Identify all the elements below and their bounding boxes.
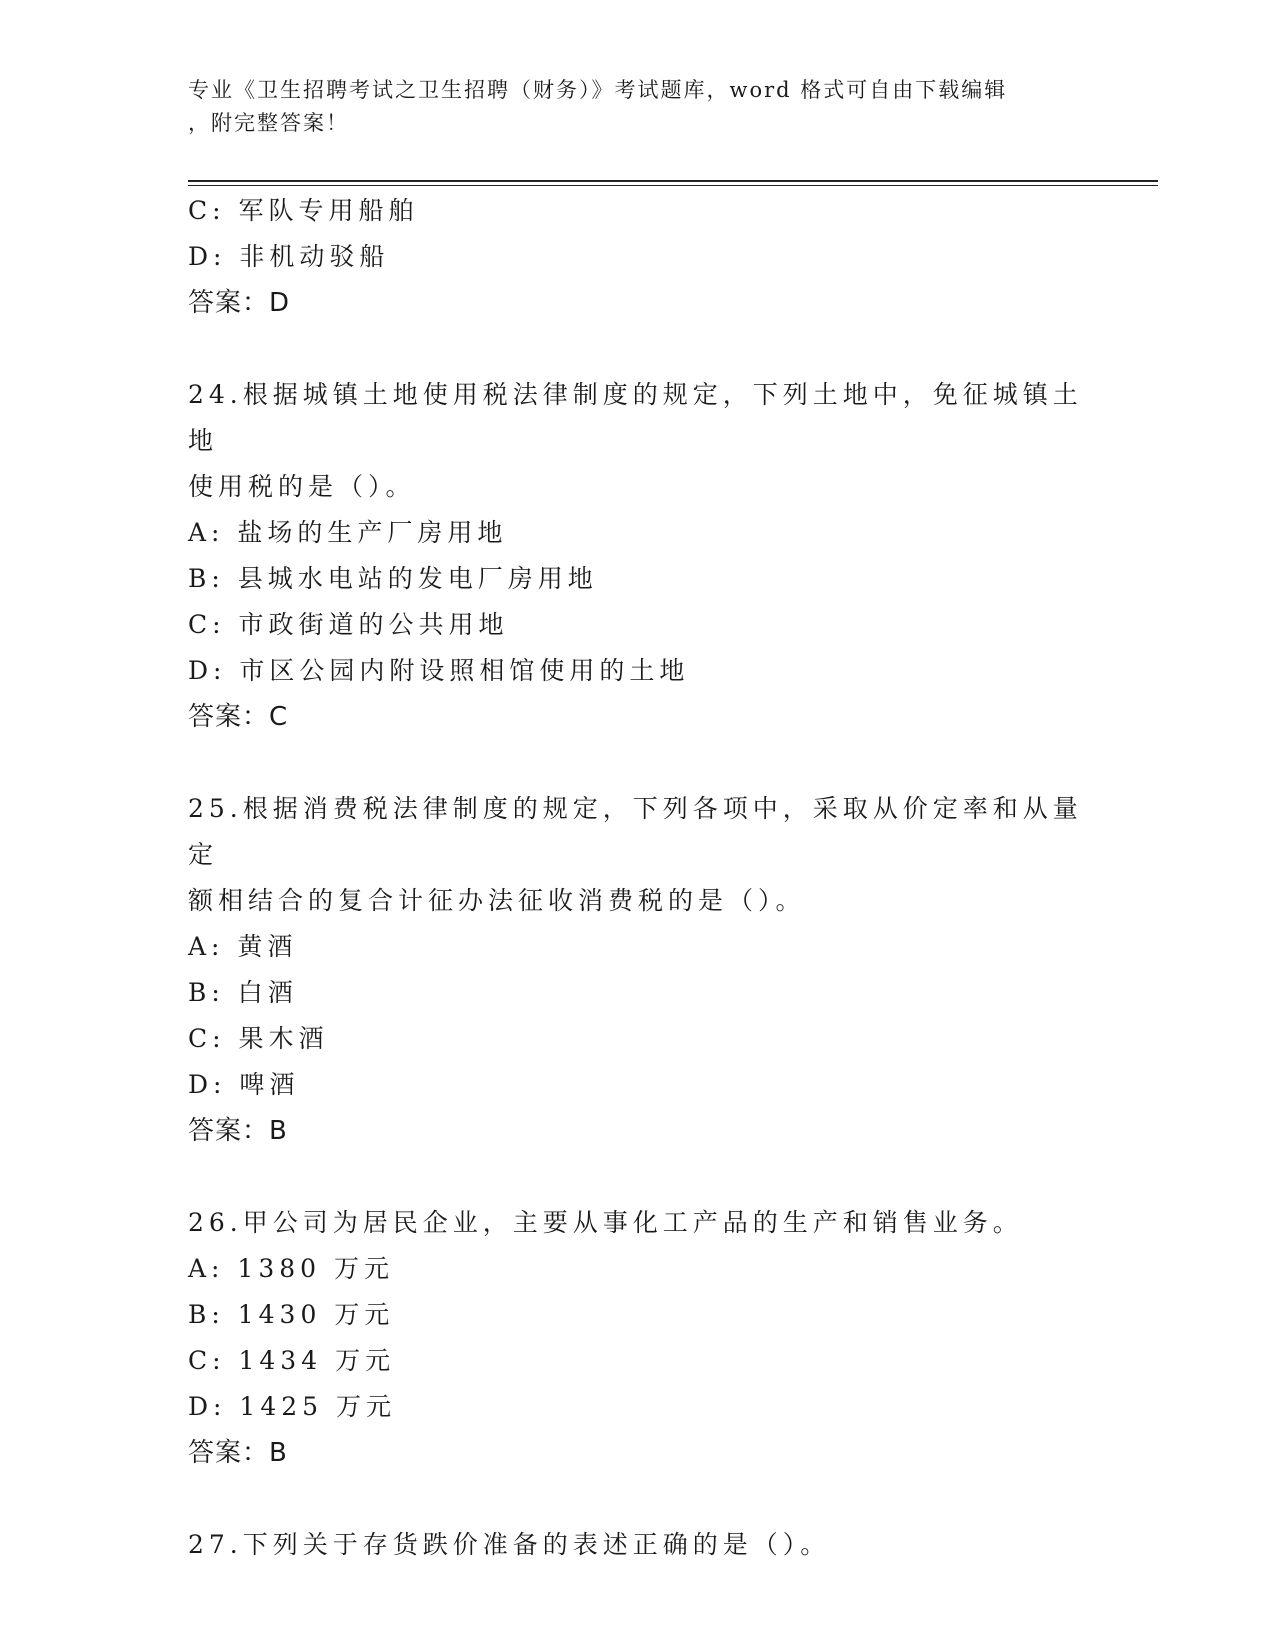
option-d: D: 非机动驳船	[188, 242, 390, 271]
question-24	[188, 372, 1088, 740]
option-b: B: 白酒	[188, 978, 298, 1007]
option-a: A: 盐场的生产厂房用地	[188, 518, 508, 547]
question-25	[188, 786, 1088, 1154]
question-23-tail	[188, 188, 1088, 326]
option-a: A: 1380 万元	[188, 1254, 394, 1283]
option-b: B: 1430 万元	[188, 1300, 395, 1329]
question-list	[188, 188, 1088, 1568]
question-stem-line: 使用税的是（）。	[188, 472, 416, 501]
question-stem-line: 24.根据城镇土地使用税法律制度的规定，下列土地中，免征城镇土地	[188, 380, 1083, 455]
question-27	[188, 1522, 1088, 1568]
option-b: B: 县城水电站的发电厂房用地	[188, 564, 598, 593]
question-26	[188, 1200, 1088, 1476]
question-stem-line: 27.下列关于存货跌价准备的表述正确的是（）。	[188, 1530, 831, 1559]
header-line-1: 专业《卫生招聘考试之卫生招聘（财务）》考试题库，word 格式可自由下载编辑	[188, 78, 1008, 102]
header-divider-thin	[188, 185, 1158, 186]
option-c: C: 1434 万元	[188, 1346, 396, 1375]
answer-label: 答案：D	[188, 288, 291, 318]
question-stem-line: 26.甲公司为居民企业，主要从事化工产品的生产和销售业务。	[188, 1208, 1023, 1237]
header-divider-thick	[188, 180, 1158, 182]
option-d: D: 啤酒	[188, 1070, 300, 1099]
document-header	[188, 74, 1088, 140]
question-stem-line: 额相结合的复合计征办法征收消费税的是（）。	[188, 886, 806, 915]
answer-label: 答案：B	[188, 1438, 288, 1468]
option-a: A: 黄酒	[188, 932, 298, 961]
option-c: C: 果木酒	[188, 1024, 329, 1053]
option-c: C: 市政街道的公共用地	[188, 610, 509, 639]
option-c: C: 军队专用船舶	[188, 196, 419, 225]
option-d: D: 1425 万元	[188, 1392, 396, 1421]
question-stem-line: 25.根据消费税法律制度的规定，下列各项中，采取从价定率和从量定	[188, 794, 1083, 869]
answer-label: 答案：C	[188, 702, 289, 732]
answer-label: 答案：B	[188, 1116, 288, 1146]
option-d: D: 市区公园内附设照相馆使用的土地	[188, 656, 690, 685]
header-line-2: ，附完整答案！	[188, 111, 349, 135]
